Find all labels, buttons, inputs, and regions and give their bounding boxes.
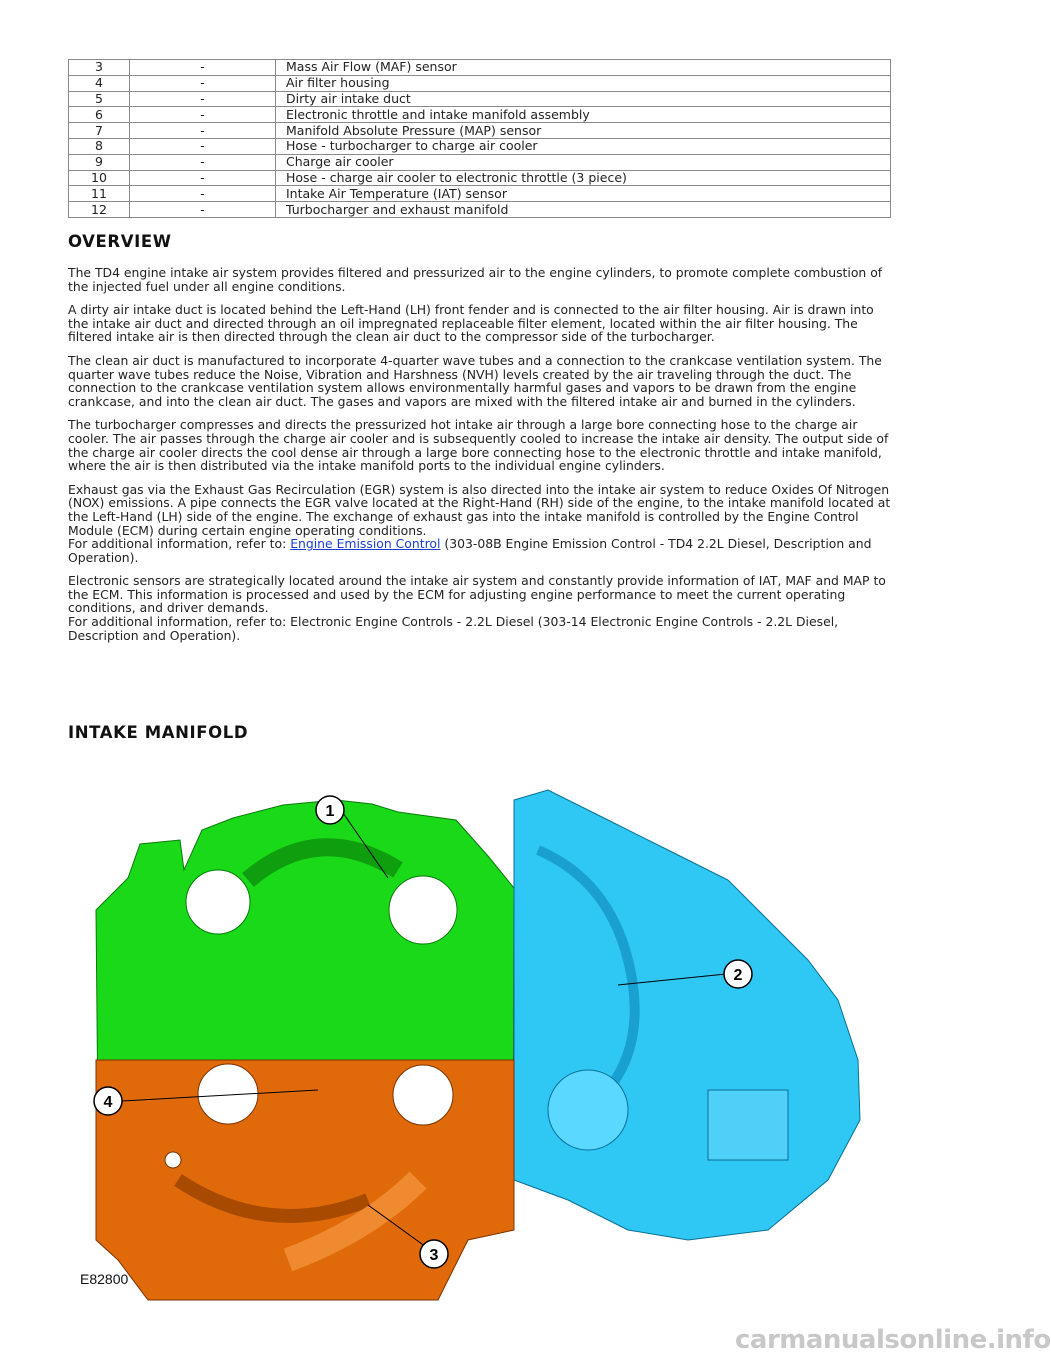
sensors-ref: For additional information, refer to: Electronic Engine Controls - 2.2L Diesel (303-14 Electronic Engine Controls - 2.2L Diesel, Description and Operation). [68,614,839,643]
table-cell-desc: Electronic throttle and intake manifold assembly [276,107,891,123]
table-cell-desc: Manifold Absolute Pressure (MAP) sensor [276,123,891,139]
table-row [69,75,891,91]
table-cell-desc: Intake Air Temperature (IAT) sensor [276,186,891,202]
table-cell-num: 12 [69,202,130,218]
overview-paragraph-6 [68,574,894,642]
table-row [69,154,891,170]
callout-1-label: 1 [325,803,335,820]
overview-paragraph-1: The TD4 engine intake air system provides filtered and pressurized air to the engine cylinders, to promote complete combustion of the injected fuel under all engine conditions. [68,265,883,294]
table-cell-dash: - [130,202,276,218]
table-row [69,123,891,139]
table-cell-dash: - [130,186,276,202]
table-cell-dash: - [130,60,276,76]
table-cell-dash: - [130,107,276,123]
table-cell-desc: Mass Air Flow (MAF) sensor [276,60,891,76]
table-cell-num: 4 [69,75,130,91]
table-cell-desc: Hose - charge air cooler to electronic throttle (3 piece) [276,170,891,186]
table-cell-num: 11 [69,186,130,202]
table-row [69,138,891,154]
callout-2-label: 2 [733,967,743,984]
table-cell-desc: Charge air cooler [276,154,891,170]
table-cell-dash: - [130,170,276,186]
table-cell-num: 8 [69,138,130,154]
engine-emission-control-link[interactable]: Engine Emission Control [290,536,441,552]
watermark: carmanualsonline.info [735,1325,1051,1355]
callout-2 [724,960,752,988]
overview-paragraph-3: The clean air duct is manufactured to incorporate 4-quarter wave tubes and a connection to the crankcase ventilation system. The quarter wave tubes reduce the Noise, Vibration and Harshness (NVH) levels created by the air traveling through the duct. The connection to the crankcase ventilation system allows environmentally harmful gases and vapors to be drawn from the engine crankcase, and into the clean air duct. The gases and vapors are mixed with the filtered intake air and burned in the cylinders. [68,352,882,409]
intake-manifold-diagram [68,760,894,1300]
table-cell-dash: - [130,123,276,139]
overview-text [68,266,894,652]
table-cell-desc: Hose - turbocharger to charge air cooler [276,138,891,154]
overview-paragraph-5 [68,483,894,565]
callout-3-label: 3 [429,1247,439,1264]
table-cell-num: 6 [69,107,130,123]
overview-paragraph-4: The turbocharger compresses and directs the pressurized hot intake air through a large bore connecting hose to the charge air cooler. The air passes through the charge air cooler and is subsequently cooled to increase the intake air density. The output side of the charge air cooler directs the cool dense air through a large bore connecting hose to the electronic throttle and intake manifold, where the air is then distributed via the intake manifold ports to the individual engine cylinders. [68,417,889,474]
table-row [69,107,891,123]
table-cell-desc: Turbocharger and exhaust manifold [276,202,891,218]
table-cell-num: 5 [69,91,130,107]
egr-ref-suffix: (303-08B Engine Emission Control - TD4 2.2L Diesel, Description and Operation). [68,536,872,565]
table-row [69,170,891,186]
egr-ref-prefix: For additional information, refer to: [68,536,291,552]
egr-text: Exhaust gas via the Exhaust Gas Recirculation (EGR) system is also directed into the intake air system to reduce Oxides Of Nitrogen (NOX) emissions. A pipe connects the EGR valve located at the Right-Hand (RH) side of the engine, to the intake manifold located at the Left-Hand (LH) side of the engine. The exchange of exhaust gas into the intake manifold is controlled by the Engine Control Module (ECM) during certain engine operating conditions. [68,481,891,538]
table-cell-dash: - [130,91,276,107]
figure-code: E82800 [80,1271,129,1287]
parts-table [68,59,891,218]
table-cell-num: 3 [69,60,130,76]
table-cell-dash: - [130,154,276,170]
table-cell-num: 10 [69,170,130,186]
overview-paragraph-2: A dirty air intake duct is located behind the Left-Hand (LH) front fender and is connected to the air filter housing. Air is drawn into the intake air duct and directed through an oil impregnated replaceable filter element, located within the air filter housing. The filtered intake air is then directed through the clean air duct to the compressor side of the turbocharger. [68,302,874,345]
table-row [69,202,891,218]
table-cell-num: 7 [69,123,130,139]
callout-3 [420,1240,448,1268]
intake-manifold-heading: INTAKE MANIFOLD [68,723,249,742]
overview-heading: OVERVIEW [68,232,172,251]
callout-4-label: 4 [103,1094,113,1111]
table-row [69,91,891,107]
table-row [69,186,891,202]
callout-4 [94,1087,122,1115]
table-cell-dash: - [130,75,276,91]
sensors-text: Electronic sensors are strategically located around the intake air system and constantly provide information of IAT, MAF and MAP to the ECM. This information is processed and used by the ECM for adjusting engine performance to meet the current operating conditions, and driver demands. [68,573,886,616]
callout-1 [316,796,344,824]
table-cell-dash: - [130,138,276,154]
table-cell-desc: Dirty air intake duct [276,91,891,107]
table-row [69,60,891,76]
table-cell-desc: Air filter housing [276,75,891,91]
table-cell-num: 9 [69,154,130,170]
cyan-manifold-part [514,790,860,1240]
